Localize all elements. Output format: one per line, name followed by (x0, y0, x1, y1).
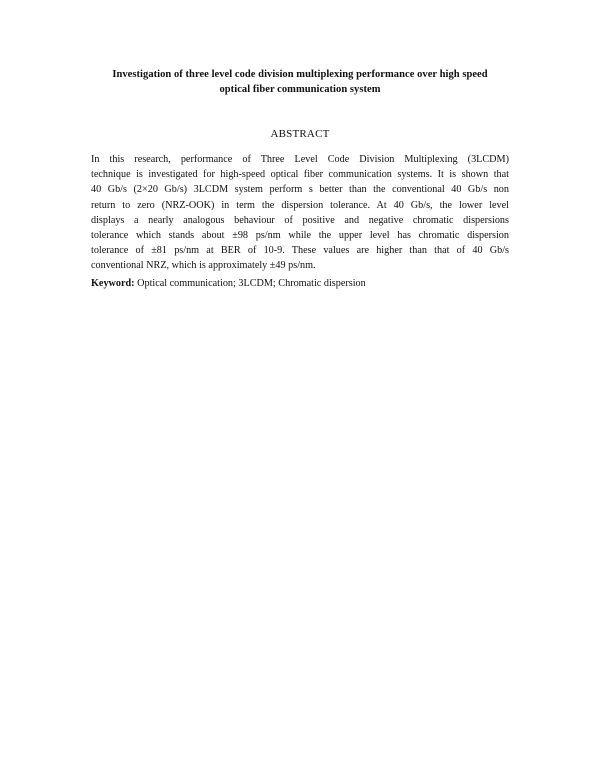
title-line-2: optical fiber communication system (219, 84, 381, 95)
keywords-text: Optical communication; 3LCDM; Chromatic dispersion (134, 278, 366, 289)
abstract-line: 40 Gb/s (2×20 Gb/s) 3LCDM system perform s better than the conventional 40 Gb/s non (91, 184, 509, 196)
abstract-line: return to zero (NRZ-OOK) in term the dispersion tolerance. At 40 Gb/s, the lower level (91, 199, 509, 211)
abstract-heading: ABSTRACT (270, 128, 330, 140)
keywords (91, 277, 509, 291)
keywords-label: Keyword: (91, 278, 135, 289)
title-line-1: Investigation of three level code division multiplexing performance over high speed (112, 69, 488, 80)
paper-title (90, 67, 510, 97)
abstract-line: conventional NRZ, which is approximately ±49 ps/nm. (91, 260, 316, 272)
abstract-line: tolerance which stands about ±98 ps/nm while the upper level has chromatic dispersion (91, 230, 509, 242)
abstract-line: In this research, performance of Three Level Code Division Multiplexing (3LCDM) (91, 154, 509, 165)
abstract-line: tolerance of ±81 ps/nm at BER of 10-9. These values are higher than that of 40 Gb/s (91, 245, 509, 257)
abstract-body (91, 152, 509, 274)
abstract-line: technique is investigated for high-speed optical fiber communication systems. It is shown that (91, 169, 509, 181)
abstract-line: displays a nearly analogous behaviour of positive and negative chromatic dispersions (91, 214, 509, 226)
